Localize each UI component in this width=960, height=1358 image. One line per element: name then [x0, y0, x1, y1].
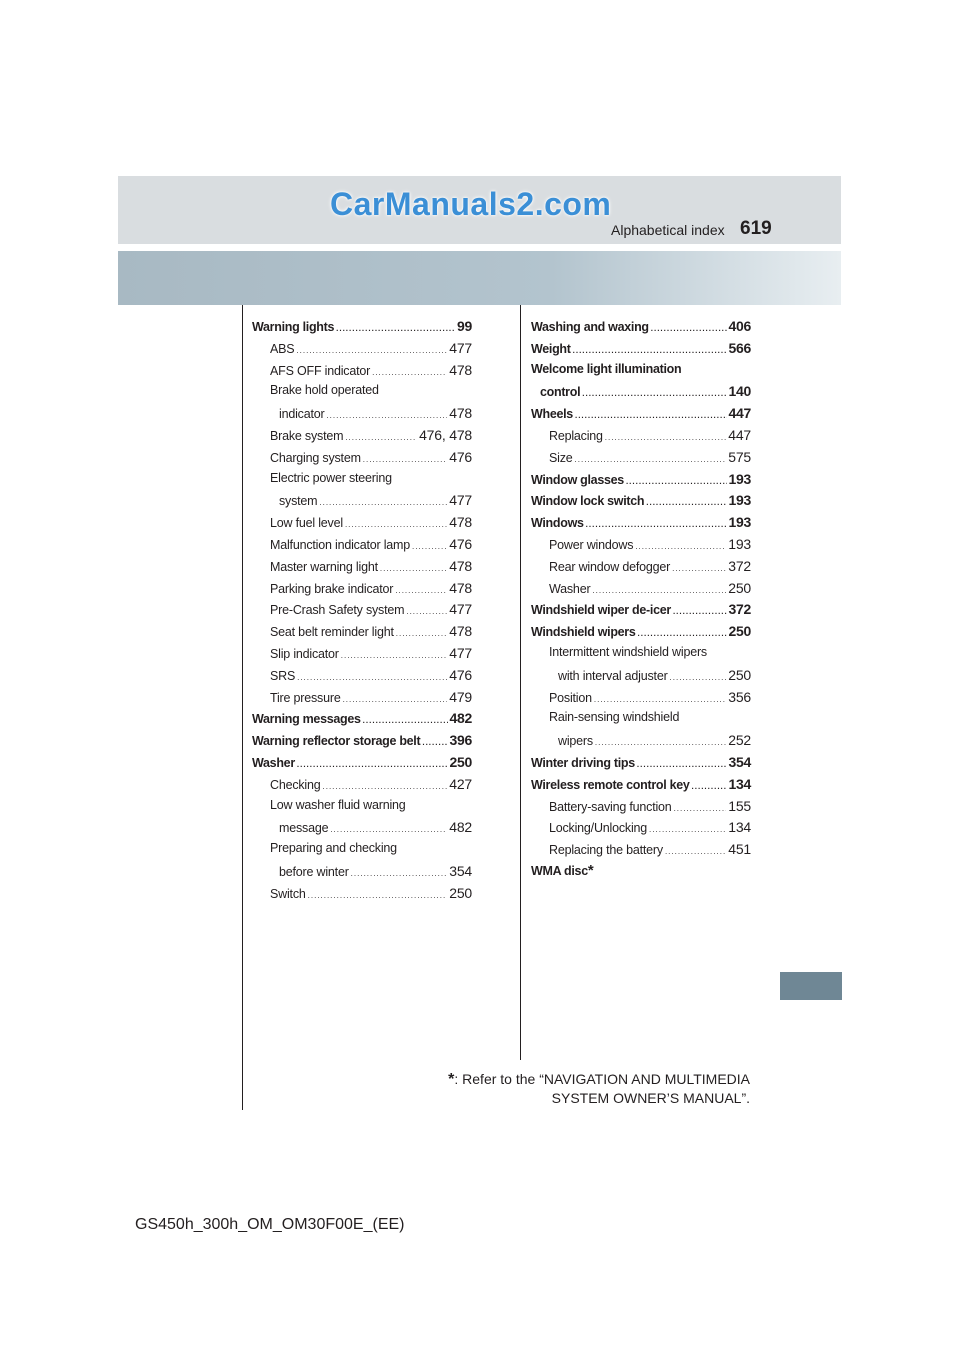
index-entry	[252, 580, 472, 602]
dot-leader	[692, 782, 727, 791]
index-entry-term: Warning lights	[252, 320, 335, 334]
index-entry-term: Locking/Unlocking	[549, 821, 648, 836]
index-entry-term: Rain-sensing windshield	[549, 710, 680, 725]
index-entry	[252, 492, 472, 514]
index-entry	[252, 405, 472, 427]
index-entry	[531, 471, 751, 493]
index-entry-page: 250	[728, 579, 751, 596]
index-entry-term: message	[279, 821, 329, 836]
index-entry-term: Washing and waxing	[531, 320, 649, 334]
dot-leader	[396, 629, 447, 638]
index-entry-term: Malfunction indicator lamp	[270, 537, 411, 552]
index-entry-term: Replacing the battery	[549, 843, 663, 858]
dot-leader	[672, 564, 726, 573]
dot-leader	[341, 651, 447, 660]
index-entry	[531, 667, 751, 689]
index-entry-page: 476, 478	[419, 426, 472, 443]
index-entry	[531, 362, 751, 384]
index-entry-page: 479	[449, 688, 472, 705]
index-entry	[531, 798, 751, 820]
dot-leader	[363, 716, 448, 725]
index-entry-page: 476	[449, 448, 472, 465]
index-entry-term: Power windows	[549, 537, 634, 552]
dot-leader	[319, 498, 447, 507]
dot-leader	[595, 738, 726, 747]
index-entry-term: Wheels	[531, 407, 573, 422]
index-entry-page: 427	[449, 775, 472, 792]
index-entry-page: 372	[728, 601, 751, 618]
index-entry-page: 478	[449, 623, 472, 640]
index-entry-term: Preparing and checking	[270, 841, 397, 856]
dot-leader	[592, 586, 726, 595]
dot-leader	[395, 586, 447, 595]
index-entry-term: WMA disc	[531, 863, 588, 878]
index-entry	[531, 863, 751, 885]
dot-leader	[575, 411, 727, 420]
dot-leader	[651, 324, 727, 333]
index-entry-page: 477	[449, 644, 472, 661]
index-entry-page: 372	[728, 557, 751, 574]
column-divider	[520, 305, 521, 1060]
dot-leader	[638, 629, 727, 638]
index-entry	[252, 623, 472, 645]
index-entry-page: 478	[449, 557, 472, 574]
dot-leader	[582, 389, 726, 398]
index-entry-page: 451	[728, 841, 751, 858]
index-entry-page: 482	[449, 819, 472, 836]
dot-leader	[296, 346, 447, 355]
dot-leader	[635, 542, 726, 551]
index-entry	[252, 427, 472, 449]
index-entry-term: Windshield wiper de-icer	[531, 603, 671, 618]
index-column-left	[252, 318, 472, 907]
index-entry-term: Position	[549, 690, 592, 705]
index-entry	[252, 340, 472, 362]
dot-leader	[575, 455, 727, 464]
index-entry-page: 477	[449, 492, 472, 509]
index-entry-term: Warning reflector storage belt	[252, 734, 421, 749]
index-entry	[252, 667, 472, 689]
index-entry	[252, 601, 472, 623]
index-entry-term: Battery-saving function	[549, 799, 672, 814]
index-entry-page: 354	[449, 862, 472, 879]
dot-leader	[372, 368, 447, 377]
index-entry-term: control	[540, 385, 581, 400]
dot-leader	[336, 324, 455, 333]
dot-leader	[594, 695, 726, 704]
index-entry-page: 250	[728, 623, 751, 640]
index-column-right	[531, 318, 751, 885]
index-entry-term: Brake hold operated	[270, 383, 379, 398]
index-entry-term: with interval adjuster	[558, 668, 668, 683]
index-entry	[252, 689, 472, 711]
index-entry	[531, 514, 751, 536]
index-entry	[252, 841, 472, 863]
index-entry-term: Weight	[531, 341, 571, 356]
index-entry-page: 140	[728, 383, 751, 400]
index-entry-term: Charging system	[270, 450, 361, 465]
footnote	[448, 1070, 750, 1108]
index-entry-term: Warning messages	[252, 712, 361, 727]
index-entry	[252, 449, 472, 471]
index-entry-page: 476	[449, 535, 472, 552]
dot-leader	[308, 891, 448, 900]
index-entry-term: Checking	[270, 777, 321, 792]
footnote-line-1: : Refer to the “NAVIGATION AND MULTIMEDIA	[454, 1071, 750, 1087]
index-entry	[531, 492, 751, 514]
dot-leader	[406, 607, 447, 616]
index-entry-term: Windows	[531, 516, 584, 531]
dot-leader	[297, 673, 447, 682]
index-entry	[531, 580, 751, 602]
dot-leader	[586, 520, 727, 529]
index-entry-term: system	[279, 494, 318, 509]
index-entry	[531, 383, 751, 405]
dot-leader	[345, 433, 417, 442]
index-entry-term: wipers	[558, 734, 593, 749]
left-margin-rule	[242, 305, 243, 1110]
dot-leader	[673, 607, 727, 616]
index-entry	[531, 449, 751, 471]
index-entry-page: 356	[728, 688, 751, 705]
index-entry	[531, 558, 751, 580]
document-code: GS450h_300h_OM_OM30F00E_(EE)	[135, 1216, 405, 1233]
index-entry	[531, 754, 751, 776]
index-entry-term: Pre-Crash Safety system	[270, 603, 405, 618]
index-entry-page: 134	[728, 775, 751, 792]
index-entry-term: Tire pressure	[270, 690, 341, 705]
index-entry-page: 250	[449, 884, 472, 901]
index-entry-page: 447	[728, 426, 751, 443]
index-entry	[252, 471, 472, 493]
dot-leader	[297, 760, 448, 769]
index-entry-page: 447	[728, 405, 751, 422]
dot-leader	[326, 411, 447, 420]
footnote-asterisk: *	[587, 861, 594, 879]
index-entry	[252, 362, 472, 384]
dot-leader	[363, 455, 447, 464]
dot-leader	[345, 520, 447, 529]
index-entry	[531, 819, 751, 841]
index-entry	[252, 732, 472, 754]
index-entry	[252, 710, 472, 732]
index-entry-page: 252	[728, 732, 751, 749]
index-entry-term: ABS	[270, 341, 295, 356]
chapter-tab	[780, 972, 842, 1000]
index-entry	[252, 776, 472, 798]
index-entry	[252, 536, 472, 558]
index-entry-page: 396	[449, 732, 472, 749]
index-entry-page: 354	[728, 753, 751, 770]
index-entry	[531, 601, 751, 623]
index-entry-term: indicator	[279, 407, 325, 422]
index-entry	[252, 754, 472, 776]
index-entry	[252, 885, 472, 907]
dot-leader	[637, 760, 727, 769]
index-entry-term: Rear window defogger	[549, 559, 671, 574]
index-entry-term: Welcome light illumination	[531, 361, 682, 376]
index-entry	[531, 318, 751, 340]
index-entry-page: 99	[457, 318, 472, 334]
dot-leader	[351, 869, 448, 878]
footnote-line-2: SYSTEM OWNER’S MANUAL”.	[551, 1090, 750, 1106]
index-entry-page: 566	[728, 339, 751, 356]
index-entry-term: Window glasses	[531, 472, 624, 487]
index-entry-page: 476	[449, 666, 472, 683]
index-entry-page: 478	[449, 361, 472, 378]
index-entry-term: Slip indicator	[270, 646, 339, 661]
index-entry-term: Low washer fluid warning	[270, 797, 406, 812]
index-entry-term: Master warning light	[270, 559, 378, 574]
index-entry-term: Seat belt reminder light	[270, 625, 394, 640]
dot-leader	[573, 346, 727, 355]
index-entry-term: Switch	[270, 886, 306, 901]
index-entry-page: 193	[728, 514, 751, 531]
dot-leader	[646, 498, 726, 507]
index-entry-page: 250	[728, 666, 751, 683]
dot-leader	[674, 804, 727, 813]
index-entry	[531, 427, 751, 449]
index-entry	[252, 645, 472, 667]
index-entry	[252, 798, 472, 820]
index-entry	[531, 710, 751, 732]
dot-leader	[380, 564, 447, 573]
index-entry-page: 134	[728, 819, 751, 836]
index-entry-term: Low fuel level	[270, 516, 343, 531]
index-entry	[252, 863, 472, 885]
index-entry-page: 482	[449, 710, 472, 727]
page-number: 619	[740, 218, 772, 239]
dot-leader	[665, 847, 726, 856]
index-entry-page: 478	[449, 579, 472, 596]
index-entry	[531, 689, 751, 711]
index-entry-page: 193	[728, 492, 751, 509]
index-entry-term: Wireless remote control key	[531, 777, 690, 792]
index-entry-page: 477	[449, 601, 472, 618]
index-entry-term: before winter	[279, 864, 349, 879]
index-entry-term: Winter driving tips	[531, 755, 635, 770]
index-entry-page: 155	[728, 797, 751, 814]
index-entry-term: Windshield wipers	[531, 625, 636, 640]
index-entry	[531, 405, 751, 427]
dot-leader	[330, 825, 447, 834]
index-entry-term: AFS OFF indicator	[270, 363, 371, 378]
dot-leader	[670, 673, 727, 682]
index-entry-page: 406	[728, 318, 751, 334]
index-entry-term: Washer	[549, 581, 591, 596]
index-entry-term: Brake system	[270, 428, 344, 443]
index-entry-term: Electric power steering	[270, 470, 392, 485]
dot-leader	[626, 477, 727, 486]
section-title: Alphabetical index	[611, 222, 725, 238]
index-entry	[531, 645, 751, 667]
index-entry-term: Parking brake indicator	[270, 581, 394, 596]
index-entry-page: 478	[449, 514, 472, 531]
index-entry-term: Size	[549, 450, 573, 465]
dot-leader	[605, 433, 726, 442]
index-entry	[252, 383, 472, 405]
index-entry	[531, 623, 751, 645]
index-entry-page: 477	[449, 339, 472, 356]
dot-leader	[649, 825, 726, 834]
dot-leader	[422, 738, 447, 747]
index-entry	[531, 841, 751, 863]
index-entry	[531, 536, 751, 558]
index-entry-page: 478	[449, 405, 472, 422]
index-entry-page: 193	[728, 535, 751, 552]
index-entry-term: Washer	[252, 755, 295, 770]
dot-leader	[343, 695, 448, 704]
index-entry-term: Replacing	[549, 428, 603, 443]
decorative-band	[118, 251, 841, 305]
watermark-logo: CarManuals2.com	[330, 186, 612, 222]
dot-leader	[412, 542, 447, 551]
index-entry	[252, 318, 472, 340]
index-entry	[531, 732, 751, 754]
footnote-marker: *	[448, 1071, 455, 1088]
index-entry	[531, 340, 751, 362]
index-entry	[252, 819, 472, 841]
index-entry	[252, 514, 472, 536]
index-entry-page: 250	[449, 753, 472, 770]
index-entry-page: 193	[728, 470, 751, 487]
index-entry-term: SRS	[270, 668, 296, 683]
index-entry-term: Intermittent windshield wipers	[549, 644, 707, 659]
dot-leader	[323, 782, 448, 791]
index-entry-term: Window lock switch	[531, 494, 645, 509]
index-entry-page: 575	[728, 448, 751, 465]
index-entry	[252, 558, 472, 580]
index-entry	[531, 776, 751, 798]
